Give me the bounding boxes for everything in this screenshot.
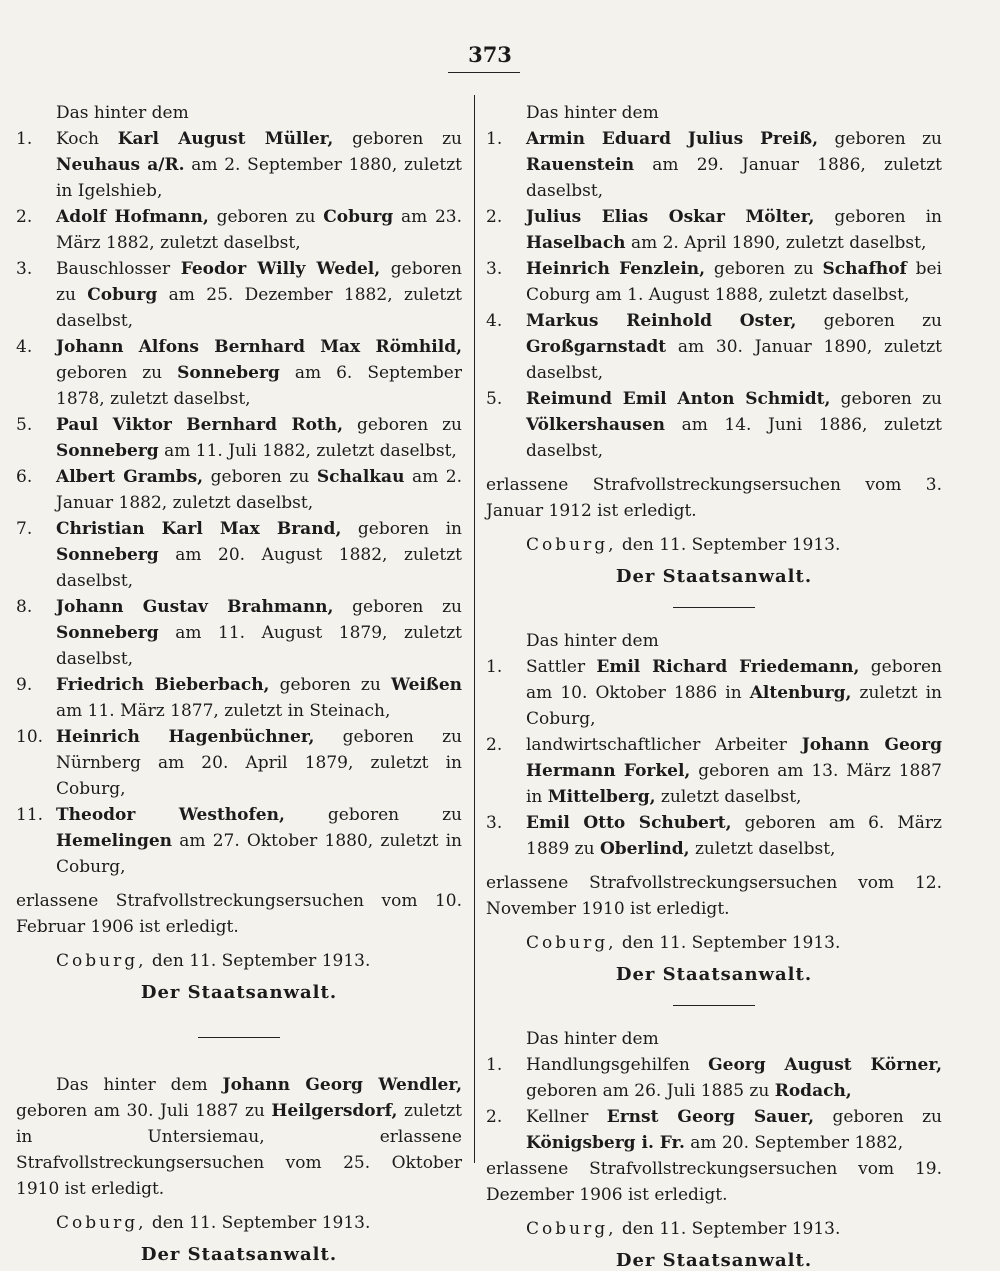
closing-statement: erlassene Strafvollstreckungsersuchen vom 3. Januar 1912 ist erledigt.: [486, 475, 942, 521]
occupation: Handlungsgehilfen: [526, 1055, 709, 1075]
birth-place: Hemelingen: [56, 831, 173, 851]
details: am 11. Juli 1882, zuletzt daselbst,: [158, 441, 457, 461]
date: den 11. September 1913.: [616, 1219, 841, 1239]
details: zuletzt daselbst,: [689, 839, 836, 859]
list-item: [16, 516, 462, 594]
birth-text: geboren zu: [56, 259, 462, 305]
birth-text: geboren am 13. März 1887 in: [526, 761, 942, 807]
person-name: Emil Richard Friedemann,: [596, 657, 860, 677]
page-number: 373: [468, 42, 512, 67]
place: Coburg,: [526, 1219, 617, 1239]
signature: Der Staatsanwalt.: [615, 964, 813, 985]
list-item: [486, 256, 942, 308]
details: am 29. Januar 1886, zuletzt daselbst,: [526, 155, 942, 201]
place: Coburg,: [526, 933, 617, 953]
birth-place: Sonneberg: [56, 623, 159, 643]
details: am 6. September 1878, zuletzt daselbst,: [56, 363, 462, 409]
person-name: Paul Viktor Bernhard Roth,: [56, 415, 344, 435]
notice-right-1: [486, 100, 942, 587]
notice-divider: [673, 1005, 755, 1006]
list-item: [16, 802, 462, 880]
list-item: [486, 732, 942, 810]
left-column: [16, 100, 462, 1265]
place-date: [486, 1216, 942, 1242]
place-date: [486, 930, 942, 956]
notice-left-1: [16, 100, 462, 1003]
birth-text: geboren zu: [796, 311, 942, 331]
item-number: 5.: [16, 415, 33, 435]
list-item: [16, 204, 462, 256]
item-number: 5.: [486, 389, 503, 409]
details: am 2. September 1880, zuletzt in Igelshieb,: [56, 155, 462, 201]
place-date: [16, 1210, 462, 1236]
occupation: Koch: [56, 129, 118, 149]
notice-intro: Das hinter dem: [56, 103, 189, 123]
list-item: [486, 810, 942, 862]
birth-text: geboren zu: [208, 207, 324, 227]
list-item: [486, 1104, 942, 1156]
birth-place: Mittelberg,: [547, 787, 656, 807]
person-name: Georg August Körner,: [708, 1055, 942, 1075]
date: den 11. September 1913.: [616, 535, 841, 555]
item-number: 2.: [486, 735, 503, 755]
notice-intro: Das hinter dem: [526, 631, 659, 651]
item-number: 6.: [16, 467, 33, 487]
item-number: 4.: [486, 311, 503, 331]
list-item: [16, 412, 462, 464]
list-item: [486, 308, 942, 386]
signature: Der Staatsanwalt.: [140, 1244, 338, 1265]
list-item: [16, 256, 462, 334]
birth-text: geboren am 10. Oktober 1886 in: [526, 657, 942, 703]
details: zuletzt in Coburg,: [526, 683, 942, 729]
person-name: Theodor Westhofen,: [56, 805, 285, 825]
closing-statement: erlassene Strafvollstreckungsersuchen vom 12. November 1910 ist erledigt.: [486, 873, 942, 919]
birth-text: geboren am 6. März 1889 zu: [526, 813, 942, 859]
notice-divider: [198, 1037, 280, 1038]
list-item: [16, 334, 462, 412]
place: Coburg,: [56, 951, 147, 971]
item-number: 1.: [486, 129, 503, 149]
birth-text: geboren zu: [56, 363, 178, 383]
signature: Der Staatsanwalt.: [140, 982, 338, 1003]
list-item: [486, 1052, 942, 1104]
person-list: [486, 654, 942, 862]
birth-text: geboren zu: [333, 129, 462, 149]
person-name: Markus Reinhold Oster,: [526, 311, 797, 331]
place: Coburg,: [526, 535, 617, 555]
birth-place: Schalkau: [316, 467, 405, 487]
occupation: Bauschlosser: [56, 259, 181, 279]
notice-text: Das hinter dem: [56, 1075, 223, 1095]
person-name: Feodor Willy Wedel,: [180, 259, 381, 279]
item-number: 2.: [486, 207, 503, 227]
person-name: Armin Eduard Julius Preiß,: [526, 129, 818, 149]
person-name: Emil Otto Schubert,: [526, 813, 732, 833]
item-number: 4.: [16, 337, 33, 357]
person-name: Albert Grambs,: [56, 467, 204, 487]
signature: Der Staatsanwalt.: [615, 1250, 813, 1271]
person-name: Johann Georg Wendler,: [222, 1075, 463, 1095]
notice-paragraph: [16, 1072, 462, 1202]
list-item: [16, 594, 462, 672]
birth-text: geboren zu: [818, 129, 942, 149]
birth-text: geboren in: [814, 207, 942, 227]
birth-text: geboren in: [341, 519, 463, 539]
closing-statement: erlassene Strafvollstreckungsersuchen vom 19. Dezember 1906 ist erledigt.: [486, 1159, 942, 1205]
person-name: Friedrich Bieberbach,: [56, 675, 270, 695]
item-number: 3.: [486, 259, 503, 279]
details: bei Coburg am 1. August 1888, zuletzt daselbst,: [526, 259, 942, 305]
date: den 11. September 1913.: [146, 1213, 371, 1233]
birth-place: Coburg: [87, 285, 158, 305]
list-item: [16, 126, 462, 204]
birth-text: geboren am 26. Juli 1885 zu: [526, 1081, 775, 1101]
item-number: 1.: [486, 1055, 503, 1075]
details: am 14. Juni 1886, zuletzt daselbst,: [526, 415, 942, 461]
person-name: Heinrich Fenzlein,: [526, 259, 706, 279]
place-date: [16, 948, 462, 974]
place: Coburg,: [56, 1213, 147, 1233]
date: den 11. September 1913.: [616, 933, 841, 953]
birth-place: Coburg: [323, 207, 394, 227]
item-number: 2.: [486, 1107, 503, 1127]
occupation: landwirtschaftlicher Arbeiter: [526, 735, 802, 755]
birth-place: Oberlind,: [599, 839, 690, 859]
notice-text: geboren am 30. Juli 1887 zu: [16, 1101, 272, 1121]
page-number-rule: [448, 72, 520, 73]
person-name: Julius Elias Oskar Mölter,: [526, 207, 815, 227]
list-item: [486, 386, 942, 464]
birth-text: geboren zu: [314, 727, 462, 747]
birth-place: Altenburg,: [749, 683, 852, 703]
occupation: Sattler: [526, 657, 597, 677]
birth-place: Großgarnstadt: [526, 337, 667, 357]
list-item: [486, 126, 942, 204]
list-item: [16, 464, 462, 516]
details: am 20. September 1882,: [684, 1133, 904, 1153]
occupation: Kellner: [526, 1107, 607, 1127]
list-item: [16, 672, 462, 724]
birth-place: Haselbach: [526, 233, 626, 253]
person-name: Johann Georg Hermann Forkel,: [526, 735, 942, 781]
details: am 20. August 1882, zuletzt daselbst,: [56, 545, 462, 591]
birth-place: Sonneberg: [56, 545, 159, 565]
birth-place: Sonneberg: [56, 441, 159, 461]
person-name: Ernst Georg Sauer,: [606, 1107, 815, 1127]
birth-place: Neuhaus a/R.: [56, 155, 185, 175]
details: Nürnberg am 20. April 1879, zuletzt in Coburg,: [56, 753, 462, 799]
list-item: [16, 724, 462, 802]
list-item: [486, 204, 942, 256]
birth-place: Weißen: [390, 675, 463, 695]
birth-text: geboren zu: [814, 1107, 943, 1127]
details: am 11. März 1877, zuletzt in Steinach,: [56, 701, 391, 721]
notice-intro: Das hinter dem: [526, 1029, 659, 1049]
place-date: [486, 532, 942, 558]
item-number: 3.: [16, 259, 33, 279]
details: am 11. August 1879, zuletzt daselbst,: [56, 623, 462, 669]
birth-place: Völkershausen: [526, 415, 666, 435]
details: am 30. Januar 1890, zuletzt daselbst,: [526, 337, 942, 383]
item-number: 7.: [16, 519, 33, 539]
birth-text: geboren zu: [343, 415, 462, 435]
details: am 2. Januar 1882, zuletzt daselbst,: [56, 467, 462, 513]
notice-left-2: [16, 1072, 462, 1265]
person-name: Christian Karl Max Brand,: [56, 519, 342, 539]
person-name: Heinrich Hagenbüchner,: [56, 727, 315, 747]
person-name: Johann Alfons Bernhard Max Römhild,: [56, 337, 462, 357]
notice-divider: [673, 607, 755, 608]
notice-text: zuletzt in Untersiemau, erlassene Strafvollstreckungsersuchen vom 25. Oktober 1910 ist erledigt.: [16, 1101, 462, 1199]
closing-statement: erlassene Strafvollstreckungsersuchen vom 10. Februar 1906 ist erledigt.: [16, 891, 462, 937]
birth-place: Schafhof: [822, 259, 907, 279]
birth-text: geboren zu: [284, 805, 462, 825]
details: am 23. März 1882, zuletzt daselbst,: [56, 207, 462, 253]
person-name: Adolf Hofmann,: [56, 207, 209, 227]
birth-place: Heilgersdorf,: [271, 1101, 398, 1121]
notice-right-2: [486, 628, 942, 985]
list-item: [486, 654, 942, 732]
birth-place: Rodach,: [774, 1081, 852, 1101]
item-number: 8.: [16, 597, 33, 617]
details: zuletzt daselbst,: [655, 787, 802, 807]
birth-place: Königsberg i. Fr.: [526, 1133, 685, 1153]
item-number: 11.: [16, 805, 44, 825]
birth-text: geboren zu: [203, 467, 317, 487]
details: am 25. Dezember 1882, zuletzt daselbst,: [56, 285, 462, 331]
item-number: 2.: [16, 207, 33, 227]
notice-intro: Das hinter dem: [526, 103, 659, 123]
birth-text: geboren zu: [333, 597, 462, 617]
person-list: [486, 1052, 942, 1156]
birth-place: Sonneberg: [177, 363, 280, 383]
person-list: [16, 126, 462, 880]
right-column: [486, 100, 942, 1271]
person-list: [486, 126, 942, 464]
birth-text: geboren zu: [269, 675, 391, 695]
notice-right-3: [486, 1026, 942, 1271]
signature: Der Staatsanwalt.: [615, 566, 813, 587]
birth-text: geboren zu: [705, 259, 823, 279]
item-number: 10.: [16, 727, 44, 747]
birth-text: geboren zu: [830, 389, 942, 409]
item-number: 1.: [486, 657, 503, 677]
details: am 27. Oktober 1880, zuletzt in Coburg,: [56, 831, 462, 877]
item-number: 3.: [486, 813, 503, 833]
person-name: Reimund Emil Anton Schmidt,: [526, 389, 831, 409]
item-number: 1.: [16, 129, 33, 149]
item-number: 9.: [16, 675, 33, 695]
person-name: Johann Gustav Brahmann,: [56, 597, 334, 617]
birth-place: Rauenstein: [526, 155, 635, 175]
person-name: Karl August Müller,: [117, 129, 334, 149]
column-divider: [474, 95, 475, 1163]
date: den 11. September 1913.: [146, 951, 371, 971]
details: am 2. April 1890, zuletzt daselbst,: [625, 233, 927, 253]
